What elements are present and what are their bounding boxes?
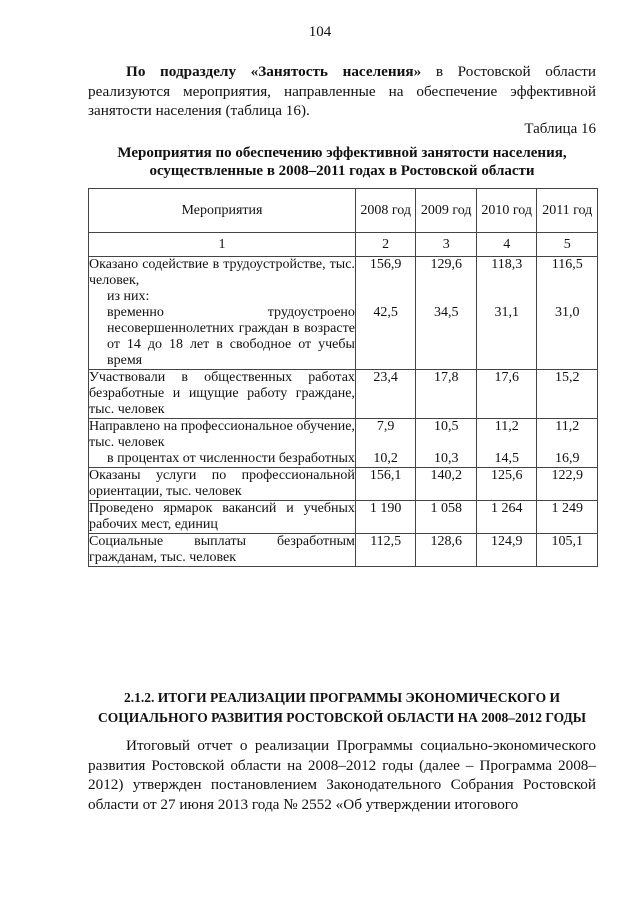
cell-value: 116,5 [537,257,598,290]
cell-value: 10,3 [416,451,477,468]
cell-value: 112,5 [355,534,416,567]
table-row [89,534,598,567]
cell-value: 118,3 [476,257,537,290]
intro-subsection-name: По подразделу «Занятость населения» [126,63,422,80]
table-label: Таблица 16 [524,121,596,137]
cell-value: 124,9 [476,534,537,567]
table-row [89,501,598,534]
table-row [89,305,598,370]
column-number: 1 [89,233,356,257]
cell-value [355,289,416,305]
cell-value: 17,6 [476,370,537,419]
section-heading: 2.1.2. ИТОГИ РЕАЛИЗАЦИИ ПРОГРАММЫ ЭКОНОМИЧЕСКОГО И СОЦИАЛЬНОГО РАЗВИТИЯ РОСТОВСКОЙ ОБЛАСТИ НА 2008–2012 ГОДЫ [97,690,587,725]
table-row [89,451,598,468]
cell-value: 14,5 [476,451,537,468]
cell-value: 31,0 [537,305,598,370]
header-2009: 2009 год [416,189,477,233]
cell-value: 31,1 [476,305,537,370]
header-measures: Мероприятия [89,189,356,233]
cell-value [537,289,598,305]
cell-value: 11,2 [476,419,537,452]
cell-value: 129,6 [416,257,477,290]
cell-value: 122,9 [537,468,598,501]
intro-paragraph [88,62,596,121]
cell-value: 10,5 [416,419,477,452]
column-number: 4 [476,233,537,257]
row-label: Направлено на профессиональное обучение, тыс. человек [89,419,355,450]
cell-value: 125,6 [476,468,537,501]
column-number-row [89,233,598,257]
cell-value: 16,9 [537,451,598,468]
cell-value: 105,1 [537,534,598,567]
cell-value: 140,2 [416,468,477,501]
intro-text: в Ростовской области реализуются мероприятия, направленные на обеспечение эффективной занятости населения (таблица 16). [88,63,596,119]
page-number: 104 [308,24,332,40]
cell-value: 1 249 [537,501,598,534]
table-row [89,257,598,290]
row-label: Социальные выплаты безработным гражданам, тыс. человек [89,534,355,565]
row-label: из них: [89,289,356,305]
cell-value: 128,6 [416,534,477,567]
table-row [89,370,598,419]
column-number: 2 [355,233,416,257]
row-label: в процентах от численности безработных [89,451,356,468]
cell-value: 10,2 [355,451,416,468]
column-number: 3 [416,233,477,257]
cell-value: 7,9 [355,419,416,452]
row-label: Участвовали в общественных работах безработные и ищущие работу граждане, тыс. человек [89,370,355,417]
row-label: временно трудоустроено несовершеннолетних граждан в возрасте от 14 до 18 лет в свободное от учебы время [89,305,356,370]
cell-value: 1 264 [476,501,537,534]
header-2011: 2011 год [537,189,598,233]
cell-value: 17,8 [416,370,477,419]
header-2010: 2010 год [476,189,537,233]
row-label: Оказано содействие в трудоустройстве, тыс. человек, [89,257,355,288]
cell-value: 1 058 [416,501,477,534]
body-paragraph: Итоговый отчет о реализации Программы социально-экономического развития Ростовской области на 2008–2012 годы (далее – Программа 2008–2012) утвержден постановлением Законодательного Собрания Ростовской области от 27 июня 2013 года № 2552 «Об утверждении итогового [88,737,596,813]
employment-measures-table [88,188,598,567]
table-row [89,289,598,305]
header-2008: 2008 год [355,189,416,233]
row-label: Оказаны услуги по профессиональной ориентации, тыс. человек [89,468,355,499]
cell-value: 1 190 [355,501,416,534]
row-label: Проведено ярмарок вакансий и учебных рабочих мест, единиц [89,501,355,532]
cell-value: 42,5 [355,305,416,370]
table-row [89,468,598,501]
cell-value: 11,2 [537,419,598,452]
table-title: Мероприятия по обеспечению эффективной занятости населения, осуществленные в 2008–2011 годах в Ростовской области [117,145,567,179]
cell-value [416,289,477,305]
cell-value [476,289,537,305]
column-number: 5 [537,233,598,257]
table-header-row [89,189,598,233]
table-row [89,419,598,452]
cell-value: 15,2 [537,370,598,419]
cell-value: 156,9 [355,257,416,290]
cell-value: 23,4 [355,370,416,419]
cell-value: 34,5 [416,305,477,370]
cell-value: 156,1 [355,468,416,501]
